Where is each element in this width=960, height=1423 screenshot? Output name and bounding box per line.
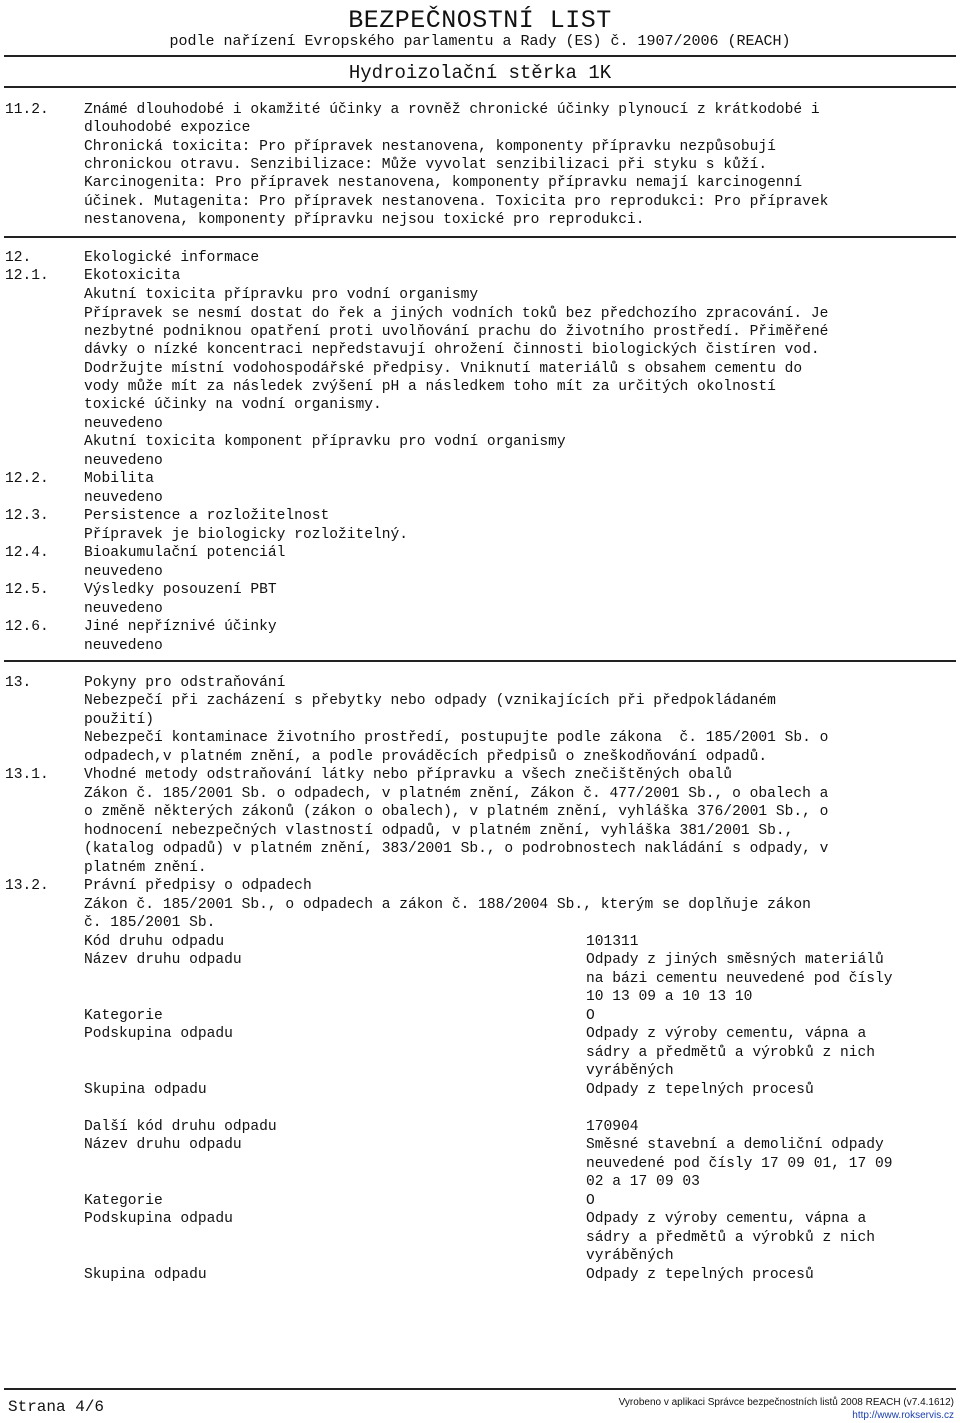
line-text: nezbytné podniknou opatření proti uvolňování prachu do životního prostředí. Přiměřené — [84, 324, 829, 340]
line-text: vody může mít za následek zvýšení pH a následkem toho mít za určitých okolností — [84, 379, 776, 395]
line-text: toxické účinky na vodní organismy. — [84, 397, 382, 413]
text-line — [0, 174, 960, 192]
field-value: vyráběných — [586, 1063, 674, 1079]
section-number: 11.2. — [5, 102, 49, 118]
text-line — [0, 970, 960, 988]
field-value: neuvedené pod čísly 17 09 01, 17 09 — [586, 1156, 893, 1172]
line-text: Další kód druhu odpadu — [84, 1119, 277, 1135]
text-line — [0, 711, 960, 729]
text-line — [0, 286, 960, 304]
section-number: 13.2. — [5, 878, 49, 894]
section-heading: Vhodné metody odstraňování látky nebo přípravku a všech znečištěných obalů — [84, 767, 733, 783]
text-line — [0, 396, 960, 414]
text-line — [0, 766, 960, 784]
section-heading: Právní předpisy o odpadech — [84, 878, 312, 894]
text-line — [0, 305, 960, 323]
text-line — [0, 1210, 960, 1228]
line-text: Název druhu odpadu — [84, 952, 242, 968]
line-text: Přípravek je biologicky rozložitelný. — [84, 527, 409, 543]
section-heading: Bioakumulační potenciál — [84, 545, 286, 561]
text-line — [0, 896, 960, 914]
text-line — [0, 803, 960, 821]
text-line — [0, 618, 960, 636]
line-text: použití) — [84, 712, 155, 728]
line-text: č. 185/2001 Sb. — [84, 915, 216, 931]
text-line — [0, 489, 960, 507]
line-text: účinek. Mutagenita: Pro přípravek nestanovena. Toxicita pro reprodukci: Pro přípravek — [84, 194, 829, 210]
text-line — [0, 470, 960, 488]
line-text: Kategorie — [84, 1008, 163, 1024]
text-line — [0, 581, 960, 599]
line-text: platném znění. — [84, 860, 207, 876]
field-value: Směsné stavební a demoliční odpady — [586, 1137, 884, 1153]
line-text: odpadech,v platném znění, a podle prováděcích předpisů o zneškodňování odpadů. — [84, 749, 768, 765]
section-heading: Jiné nepříznivé účinky — [84, 619, 277, 635]
field-value: 10 13 09 a 10 13 10 — [586, 989, 753, 1005]
field-value: Odpady z výroby cementu, vápna a — [586, 1211, 867, 1227]
section-divider-12 — [4, 236, 956, 238]
line-text: Kód druhu odpadu — [84, 934, 225, 950]
line-text: Akutní toxicita přípravku pro vodní organismy — [84, 287, 479, 303]
line-text: Nebezpečí kontaminace životního prostředí, postupujte podle zákona č. 185/2001 Sb. o — [84, 730, 829, 746]
line-text: Akutní toxicita komponent přípravku pro vodní organismy — [84, 434, 566, 450]
line-text: o změně některých zákonů (zákon o obalech), v platném znění, vyhláška 376/2001 Sb., o — [84, 804, 829, 820]
text-line — [0, 933, 960, 951]
text-line — [0, 563, 960, 581]
text-line — [0, 378, 960, 396]
line-text: Název druhu odpadu — [84, 1137, 242, 1153]
text-line — [0, 323, 960, 341]
text-line — [0, 1025, 960, 1043]
line-text: Nebezpečí při zacházení s přebytky nebo odpady (vznikajících při předpokládaném — [84, 693, 776, 709]
footer-credit — [619, 1396, 954, 1422]
line-text: Dodržujte místní vodohospodářské předpisy. Vniknutí materiálů s obsahem cementu do — [84, 361, 803, 377]
line-text: Kategorie — [84, 1193, 163, 1209]
line-text: Skupina odpadu — [84, 1267, 207, 1283]
line-text: Skupina odpadu — [84, 1082, 207, 1098]
line-text: Přípravek se nesmí dostat do řek a jiných vodních toků bez předchozího zpracování. Je — [84, 306, 829, 322]
text-line — [0, 692, 960, 710]
section-number: 12. — [5, 250, 32, 266]
line-text: neuvedeno — [84, 638, 163, 654]
line-text: neuvedeno — [84, 564, 163, 580]
text-line — [0, 193, 960, 211]
line-text: hodnocení nebezpečných vlastností odpadů, v platném znění, vyhláška 381/2001 Sb., — [84, 823, 794, 839]
field-value: Odpady z výroby cementu, vápna a — [586, 1026, 867, 1042]
line-text: nestanovena, komponenty přípravku nejsou toxické pro reprodukci. — [84, 212, 645, 228]
product-name: Hydroizolační stěrka 1K — [348, 62, 612, 84]
field-value: O — [586, 1008, 595, 1024]
field-value: O — [586, 1193, 595, 1209]
text-line — [0, 452, 960, 470]
line-text: Chronická toxicita: Pro přípravek nestanovena, komponenty přípravku nezpůsobují — [84, 139, 776, 155]
field-value: 02 a 17 09 03 — [586, 1174, 700, 1190]
line-text: neuvedeno — [84, 453, 163, 469]
text-line — [0, 1266, 960, 1284]
text-line — [0, 859, 960, 877]
text-line — [0, 544, 960, 562]
text-line — [0, 1173, 960, 1191]
text-line — [0, 1155, 960, 1173]
text-line — [0, 341, 960, 359]
text-line — [0, 249, 960, 267]
text-line — [0, 138, 960, 156]
field-value: vyráběných — [586, 1248, 674, 1264]
text-line — [0, 1136, 960, 1154]
text-line — [0, 211, 960, 229]
text-line — [0, 526, 960, 544]
section-number: 12.5. — [5, 582, 49, 598]
text-line — [0, 119, 960, 137]
line-text: Karcinogenita: Pro přípravek nestanovena, komponenty přípravku nemají karcinogenní — [84, 175, 803, 191]
text-line — [0, 415, 960, 433]
field-value: Odpady z tepelných procesů — [586, 1267, 814, 1283]
section-number: 13. — [5, 675, 32, 691]
text-line — [0, 1192, 960, 1210]
section-number: 12.4. — [5, 545, 49, 561]
line-text: neuvedeno — [84, 490, 163, 506]
document-title: BEZPEČNOSTNÍ LIST — [348, 6, 612, 35]
text-line — [0, 600, 960, 618]
section-number: 12.6. — [5, 619, 49, 635]
line-text: Zákon č. 185/2001 Sb., o odpadech a zákon č. 188/2004 Sb., kterým se doplňuje zákon — [84, 897, 811, 913]
section-number: 12.2. — [5, 471, 49, 487]
section-heading: Pokyny pro odstraňování — [84, 675, 286, 691]
line-text: neuvedeno — [84, 416, 163, 432]
field-value: Odpady z jiných směsných materiálů — [586, 952, 884, 968]
field-value: sádry a předmětů a výrobků z nich — [586, 1230, 876, 1246]
text-line — [0, 822, 960, 840]
line-text: chronickou otravu. Senzibilizace: Může vyvolat senzibilizaci při styku s kůží. — [84, 157, 768, 173]
section-heading: Známé dlouhodobé i okamžité účinky a rovněž chronické účinky plynoucí z krátkodobé i — [84, 102, 820, 118]
field-value: 101311 — [586, 934, 639, 950]
field-value: na bázi cementu neuvedené pod čísly — [586, 971, 893, 987]
line-text: dávky o nízké koncentraci nepředstavují ohrožení činnosti biologických čistíren vod. — [84, 342, 820, 358]
footer-rule — [4, 1388, 956, 1390]
header-rule-bottom — [4, 86, 956, 88]
text-line — [0, 1229, 960, 1247]
text-line — [0, 988, 960, 1006]
text-line — [0, 1007, 960, 1025]
text-line — [0, 785, 960, 803]
text-line — [0, 951, 960, 969]
text-line — [0, 1062, 960, 1080]
line-text: (katalog odpadů) v platném znění, 383/2001 Sb., o podrobnostech nakládání s odpady, v — [84, 841, 829, 857]
text-line — [0, 507, 960, 525]
text-line — [0, 267, 960, 285]
section-heading: Ekotoxicita — [84, 268, 181, 284]
text-line — [0, 156, 960, 174]
header-rule-top — [4, 55, 956, 57]
text-line — [0, 1247, 960, 1265]
line-text: Zákon č. 185/2001 Sb. o odpadech, v platném znění, Zákon č. 477/2001 Sb., o obalech a — [84, 786, 829, 802]
text-line — [0, 914, 960, 932]
line-text: Podskupina odpadu — [84, 1026, 233, 1042]
section-number: 12.1. — [5, 268, 49, 284]
text-line — [0, 101, 960, 119]
section-divider-13 — [4, 660, 956, 662]
section-heading: Persistence a rozložitelnost — [84, 508, 330, 524]
text-line — [0, 360, 960, 378]
field-value: sádry a předmětů a výrobků z nich — [586, 1045, 876, 1061]
line-text: dlouhodobé expozice — [84, 120, 251, 136]
text-line — [0, 1081, 960, 1099]
field-value: Odpady z tepelných procesů — [586, 1082, 814, 1098]
text-line — [0, 674, 960, 692]
page-number: Strana 4/6 — [8, 1398, 105, 1416]
section-heading: Ekologické informace — [84, 250, 260, 266]
app-credit-text: Vyrobeno v aplikaci Správce bezpečnostních listů 2008 REACH (v7.4.1612) — [618, 1397, 954, 1408]
text-line — [0, 433, 960, 451]
section-heading: Výsledky posouzení PBT — [84, 582, 277, 598]
section-heading: Mobilita — [84, 471, 155, 487]
text-line — [0, 877, 960, 895]
text-line — [0, 637, 960, 655]
text-line — [0, 729, 960, 747]
document-subtitle: podle nařízení Evropského parlamentu a Rady (ES) č. 1907/2006 (REACH) — [169, 33, 791, 50]
field-value: 170904 — [586, 1119, 639, 1135]
text-line — [0, 840, 960, 858]
line-text: Podskupina odpadu — [84, 1211, 233, 1227]
text-line — [0, 1044, 960, 1062]
line-text: neuvedeno — [84, 601, 163, 617]
section-number: 13.1. — [5, 767, 49, 783]
section-number: 12.3. — [5, 508, 49, 524]
footer-url-link[interactable]: http://www.rokservis.cz — [852, 1410, 954, 1421]
text-line — [0, 1118, 960, 1136]
text-line — [0, 748, 960, 766]
